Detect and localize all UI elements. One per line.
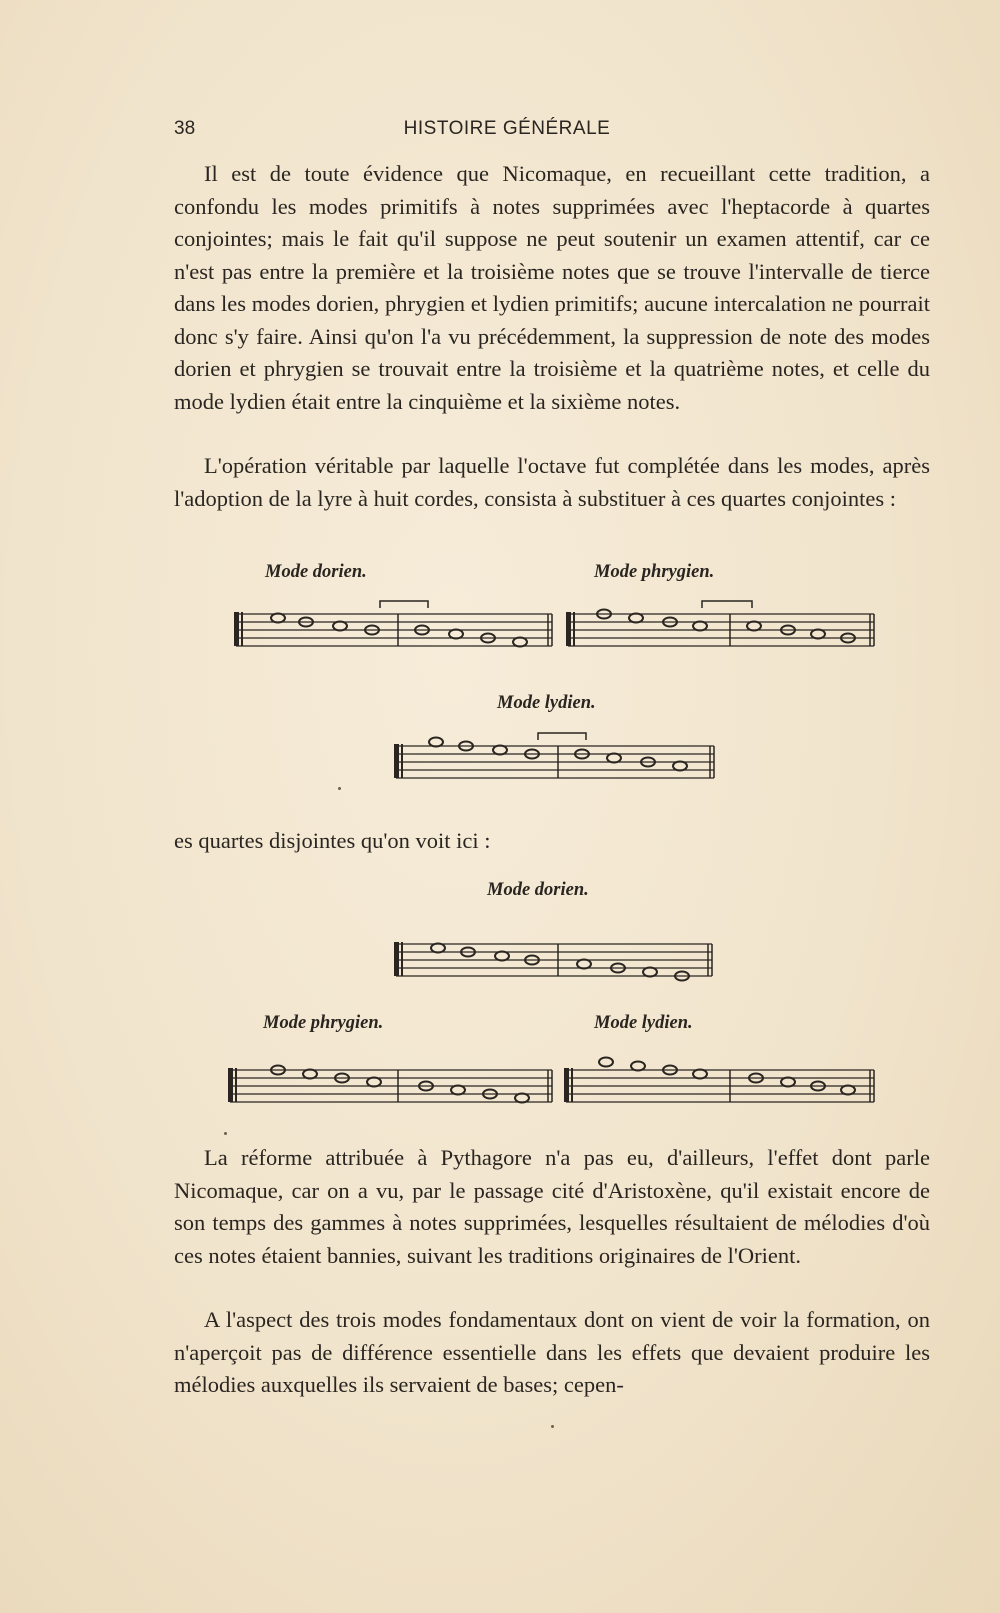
music-staff-disjoint-lydien [562,1052,874,1114]
music-staff-disjoint-dorien [392,926,712,988]
paper-speck [224,1132,227,1135]
music-staff-conjoint-lydien [392,728,714,790]
music-staff-disjoint-phrygien [226,1052,552,1114]
example-label-conjoint-dorien: Mode dorien. [265,562,367,582]
page-header [174,118,840,146]
example-label-disjoint-lydien: Mode lydien. [594,1013,693,1033]
paragraph-three-modes: A l'aspect des trois modes fondamentaux dont on vient de voir la formation, on n'aperçoit pas de différence essentielle dans les effets que devaient produire les mélodies auxquelles ils servaient de bases; cepen- [174,1307,930,1397]
music-staff-conjoint-dorien [232,596,552,658]
page-number: 38 [174,118,196,139]
running-title: HISTOIRE GÉNÉRALE [403,118,611,139]
example-label-disjoint-phrygien: Mode phrygien. [263,1013,384,1033]
paper-speck [551,1425,554,1428]
music-staff-conjoint-phrygien [564,596,874,658]
example-label-conjoint-lydien: Mode lydien. [497,693,596,713]
paper-speck [338,787,341,790]
paragraph-disjoint-intro: es quartes disjointes qu'on voit ici : [174,828,491,853]
paragraph-nicomaque: Il est de toute évidence que Nicomaque, en recueillant cette tradition, a confondu les modes primitifs à notes supprimées avec l'heptacorde à quartes conjointes; mais le fait qu'il suppose ne peut soutenir un examen attentif, car ce n'est pas entre la première et la troisième notes que se trouve l'intervalle de tierce dans les modes dorien, phrygien et lydien primitifs; aucune intercalation ne pourrait donc s'y faire. Ainsi qu'on l'a vu précédemment, la suppression de note des modes dorien et phrygien se trouvait entre la troisième et la quatrième notes, et celle du mode lydien était entre la cinquième et la sixième notes. [174,161,930,414]
example-label-disjoint-dorien: Mode dorien. [487,880,589,900]
paragraph-operation: L'opération véritable par laquelle l'octave fut complétée dans les modes, après l'adoption de la lyre à huit cordes, consista à substituer à ces quartes conjointes : [174,453,930,511]
example-label-conjoint-phrygien: Mode phrygien. [594,562,715,582]
paragraph-pythagore: La réforme attribuée à Pythagore n'a pas eu, d'ailleurs, l'effet dont parle Nicomaque, car on a vu, par le passage cité d'Aristoxène, qu'il existait encore de son temps des gammes à notes supprimées, lesquelles résultaient de mélodies d'où ces notes étaient bannies, suivant les traditions originaires de l'Orient. [174,1145,930,1268]
